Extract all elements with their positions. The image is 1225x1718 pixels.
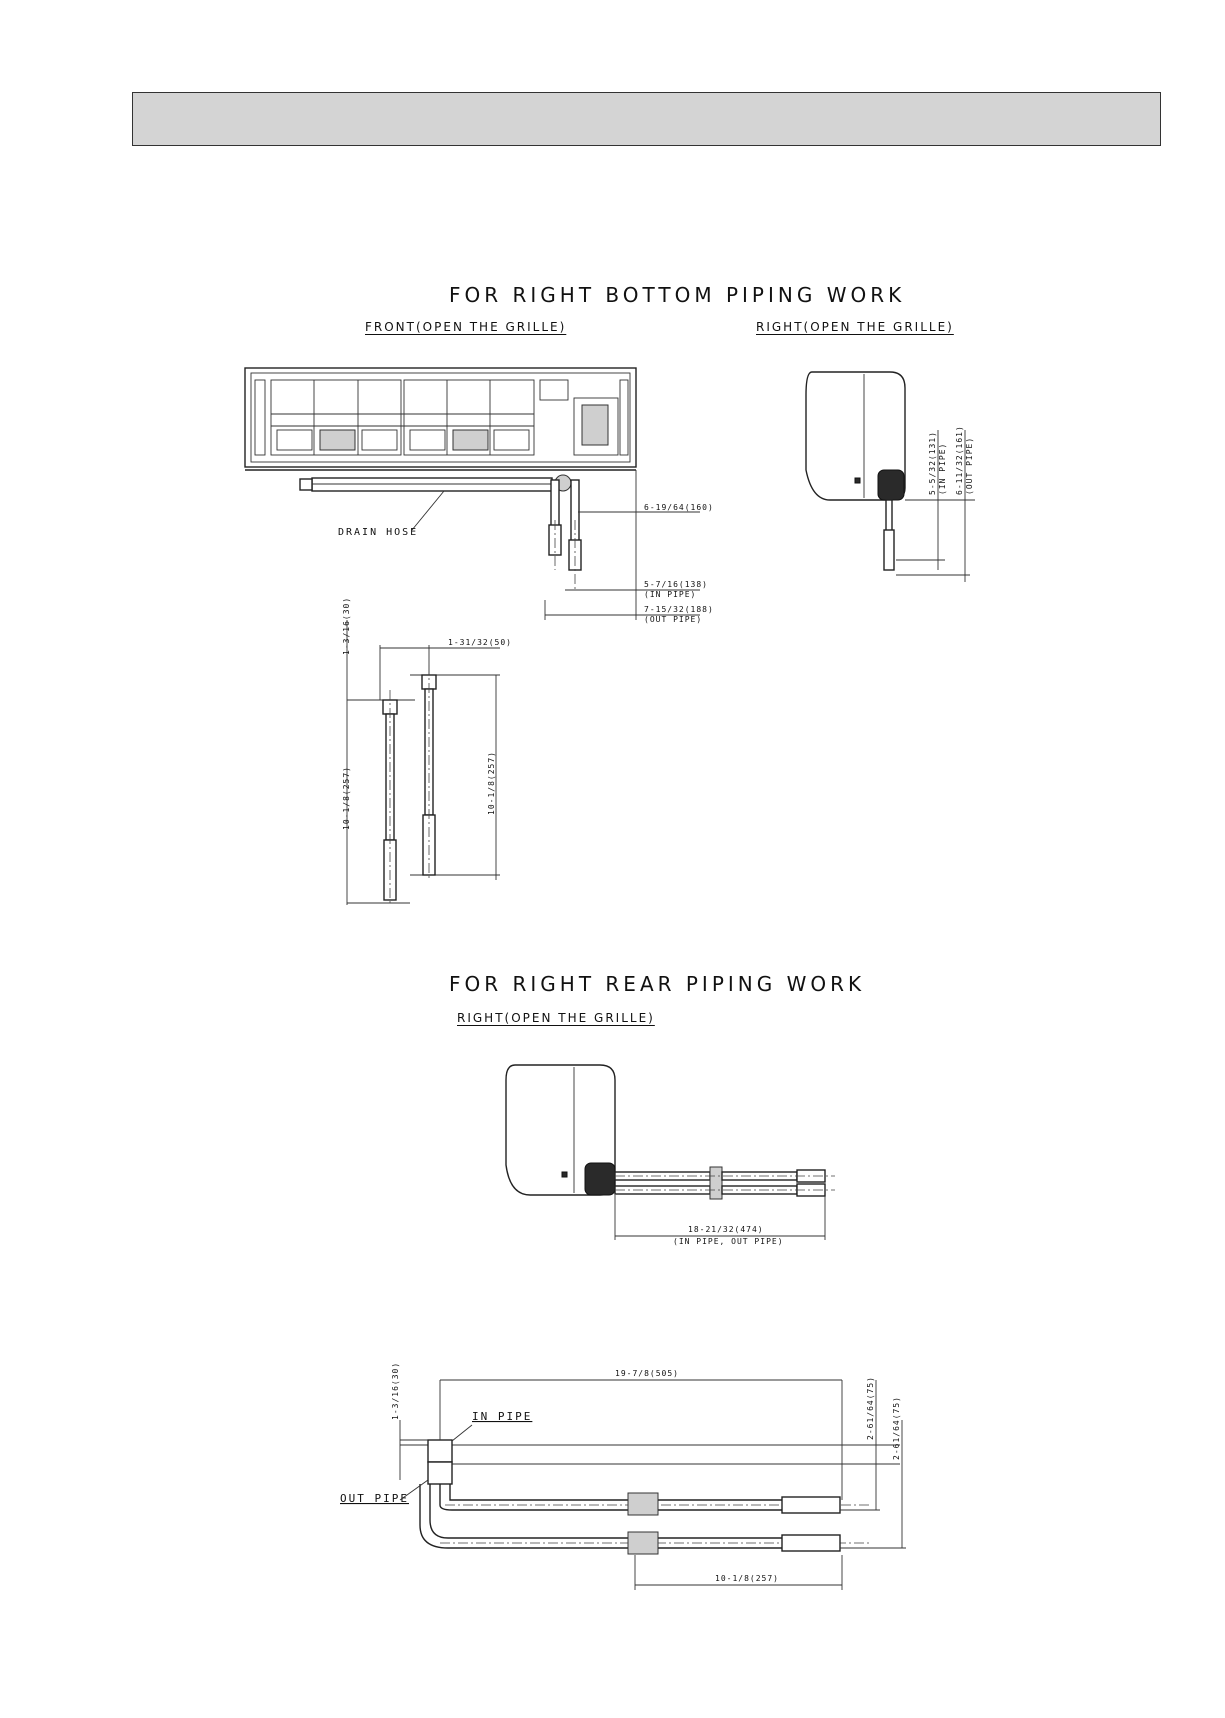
pipe-dim-left: 10-1/8(257) — [342, 766, 351, 830]
plan-dim-left: 1-3/16(30) — [391, 1361, 400, 1420]
dim-7-15-32-note: (OUT PIPE) — [644, 615, 703, 624]
plan-dim-bottom: 10-1/8(257) — [715, 1574, 779, 1583]
bottom-piping-title: FOR RIGHT BOTTOM PIPING WORK — [449, 283, 906, 307]
rear-piping-title: FOR RIGHT REAR PIPING WORK — [449, 972, 866, 996]
pipe-dim-top: 1-3/16(30) — [342, 596, 351, 655]
drain-hose-label: DRAIN HOSE — [338, 527, 419, 538]
rear-dim-length-note: (IN PIPE, OUT PIPE) — [673, 1237, 784, 1246]
in-pipe-label: IN PIPE — [472, 1410, 533, 1423]
side-dim-in: 5-5/32(131) — [928, 431, 937, 495]
side-dim-in-note: (IN PIPE) — [938, 442, 947, 495]
dim-5-7-16: 5-7/16(138) — [644, 580, 708, 589]
side-dim-out-note: (OUT PIPE) — [965, 436, 974, 495]
indoor-unit-front-view — [245, 368, 636, 470]
dim-6-19-64: 6-19/64(160) — [644, 503, 714, 512]
right-view-caption: RIGHT(OPEN THE GRILLE) — [756, 320, 954, 334]
pipe-dim-gap: 1-31/32(50) — [448, 638, 512, 647]
out-pipe-label: OUT PIPE — [340, 1492, 409, 1505]
pipe-dim-right: 10-1/8(257) — [487, 751, 496, 815]
front-view-caption: FRONT(OPEN THE GRILLE) — [365, 320, 567, 334]
dim-5-7-16-note: (IN PIPE) — [644, 590, 697, 599]
front-down-pipes — [549, 480, 581, 590]
indoor-unit-side-view — [806, 372, 905, 570]
plan-view-pipes — [400, 1380, 900, 1554]
side-dim-out: 6-11/32(161) — [955, 425, 964, 495]
rear-right-view-caption: RIGHT(OPEN THE GRILLE) — [457, 1011, 655, 1025]
rear-indoor-unit-side-view — [506, 1065, 615, 1195]
plan-dim-right-2: 2-61/64(75) — [892, 1396, 901, 1460]
plan-dim-top: 19-7/8(505) — [615, 1369, 679, 1378]
pipe-detail-vertical — [347, 620, 500, 905]
drain-hose — [300, 475, 571, 530]
dim-7-15-32: 7-15/32(188) — [644, 605, 714, 614]
rear-dim-length: 18-21/32(474) — [688, 1225, 764, 1234]
plan-dim-right-1: 2-61/64(75) — [866, 1376, 875, 1440]
rear-horizontal-pipes — [615, 1167, 835, 1199]
